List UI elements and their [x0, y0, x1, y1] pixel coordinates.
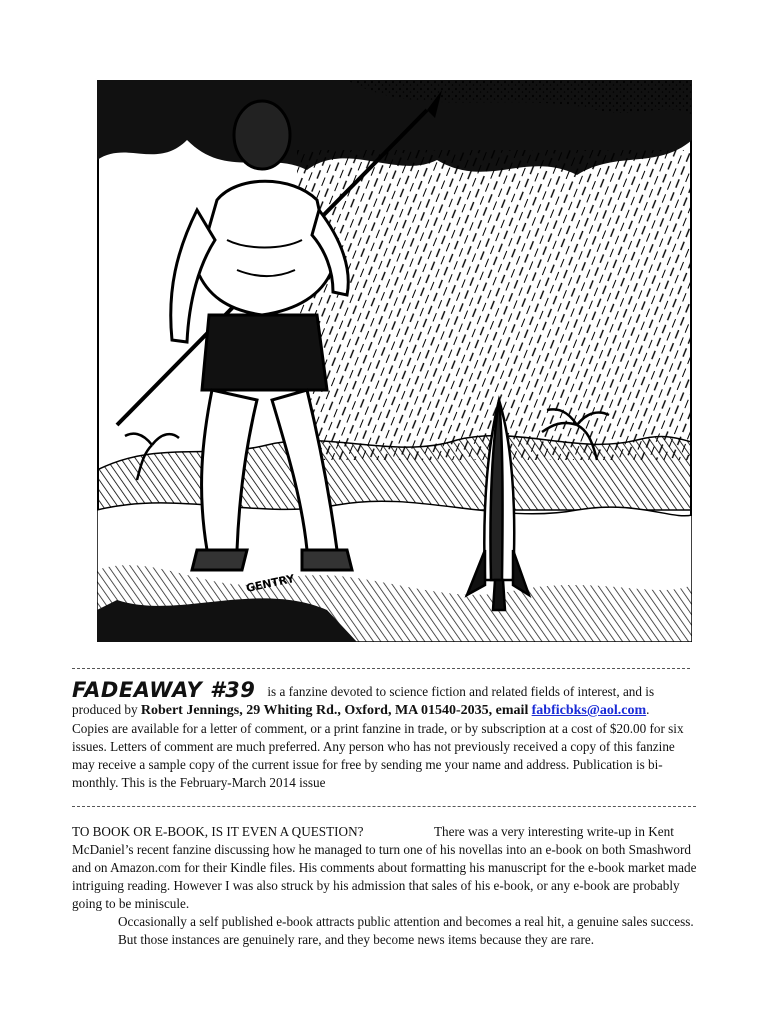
publisher-address: Robert Jennings, 29 Whiting Rd., Oxford, MA 01540-2035, email: [140, 703, 529, 718]
article: [72, 823, 700, 949]
masthead-body: Copies are available for a letter of comment, or a print fanzine in trade, or by subscription at a cost of $20.00 for six issues. Letters of comment are much preferred. Any person who has not previously received a copy of this fanzine may receive a sample copy of the current issue for free by sending me your name and address. Publication is bi-monthly. This is the February-March 2014 issue: [72, 721, 684, 790]
article-paragraph-1: There was a very interesting write-up in Kent McDaniel’s recent fanzine discussing how he managed to turn one of his novellas into an e-book on both Smashword and on Amazon.com for their Kindle files. His comments about formatting his manuscript for the e-book market made intriguing reading. However I was also struck by his admission that sales of his e-book, or any e-book are probably going to be miniscule.: [72, 824, 697, 911]
masthead: [72, 680, 700, 792]
separator-line: [72, 806, 696, 807]
produced-by-label: produced by: [72, 702, 138, 717]
masthead-intro: is a fanzine devoted to science fiction and related fields of interest, and is: [267, 684, 655, 699]
rain: [297, 150, 692, 460]
article-headline: TO BOOK OR E-BOOK, IS IT EVEN A QUESTION?: [72, 824, 364, 839]
article-paragraph-2: Occasionally a self published e-book attracts public attention and becomes a real hit, a genuine sales success. But those instances are genuinely rare, and they become news items because they are rare.: [118, 914, 694, 947]
period: .: [646, 702, 650, 717]
cover-illustration: [97, 80, 692, 642]
fanzine-title: FADEAWAY #39: [72, 678, 256, 702]
email-link[interactable]: fabficbks@aol.com: [531, 703, 647, 718]
separator-line: [72, 668, 690, 669]
artist-signature: GENTRY: [244, 572, 296, 595]
